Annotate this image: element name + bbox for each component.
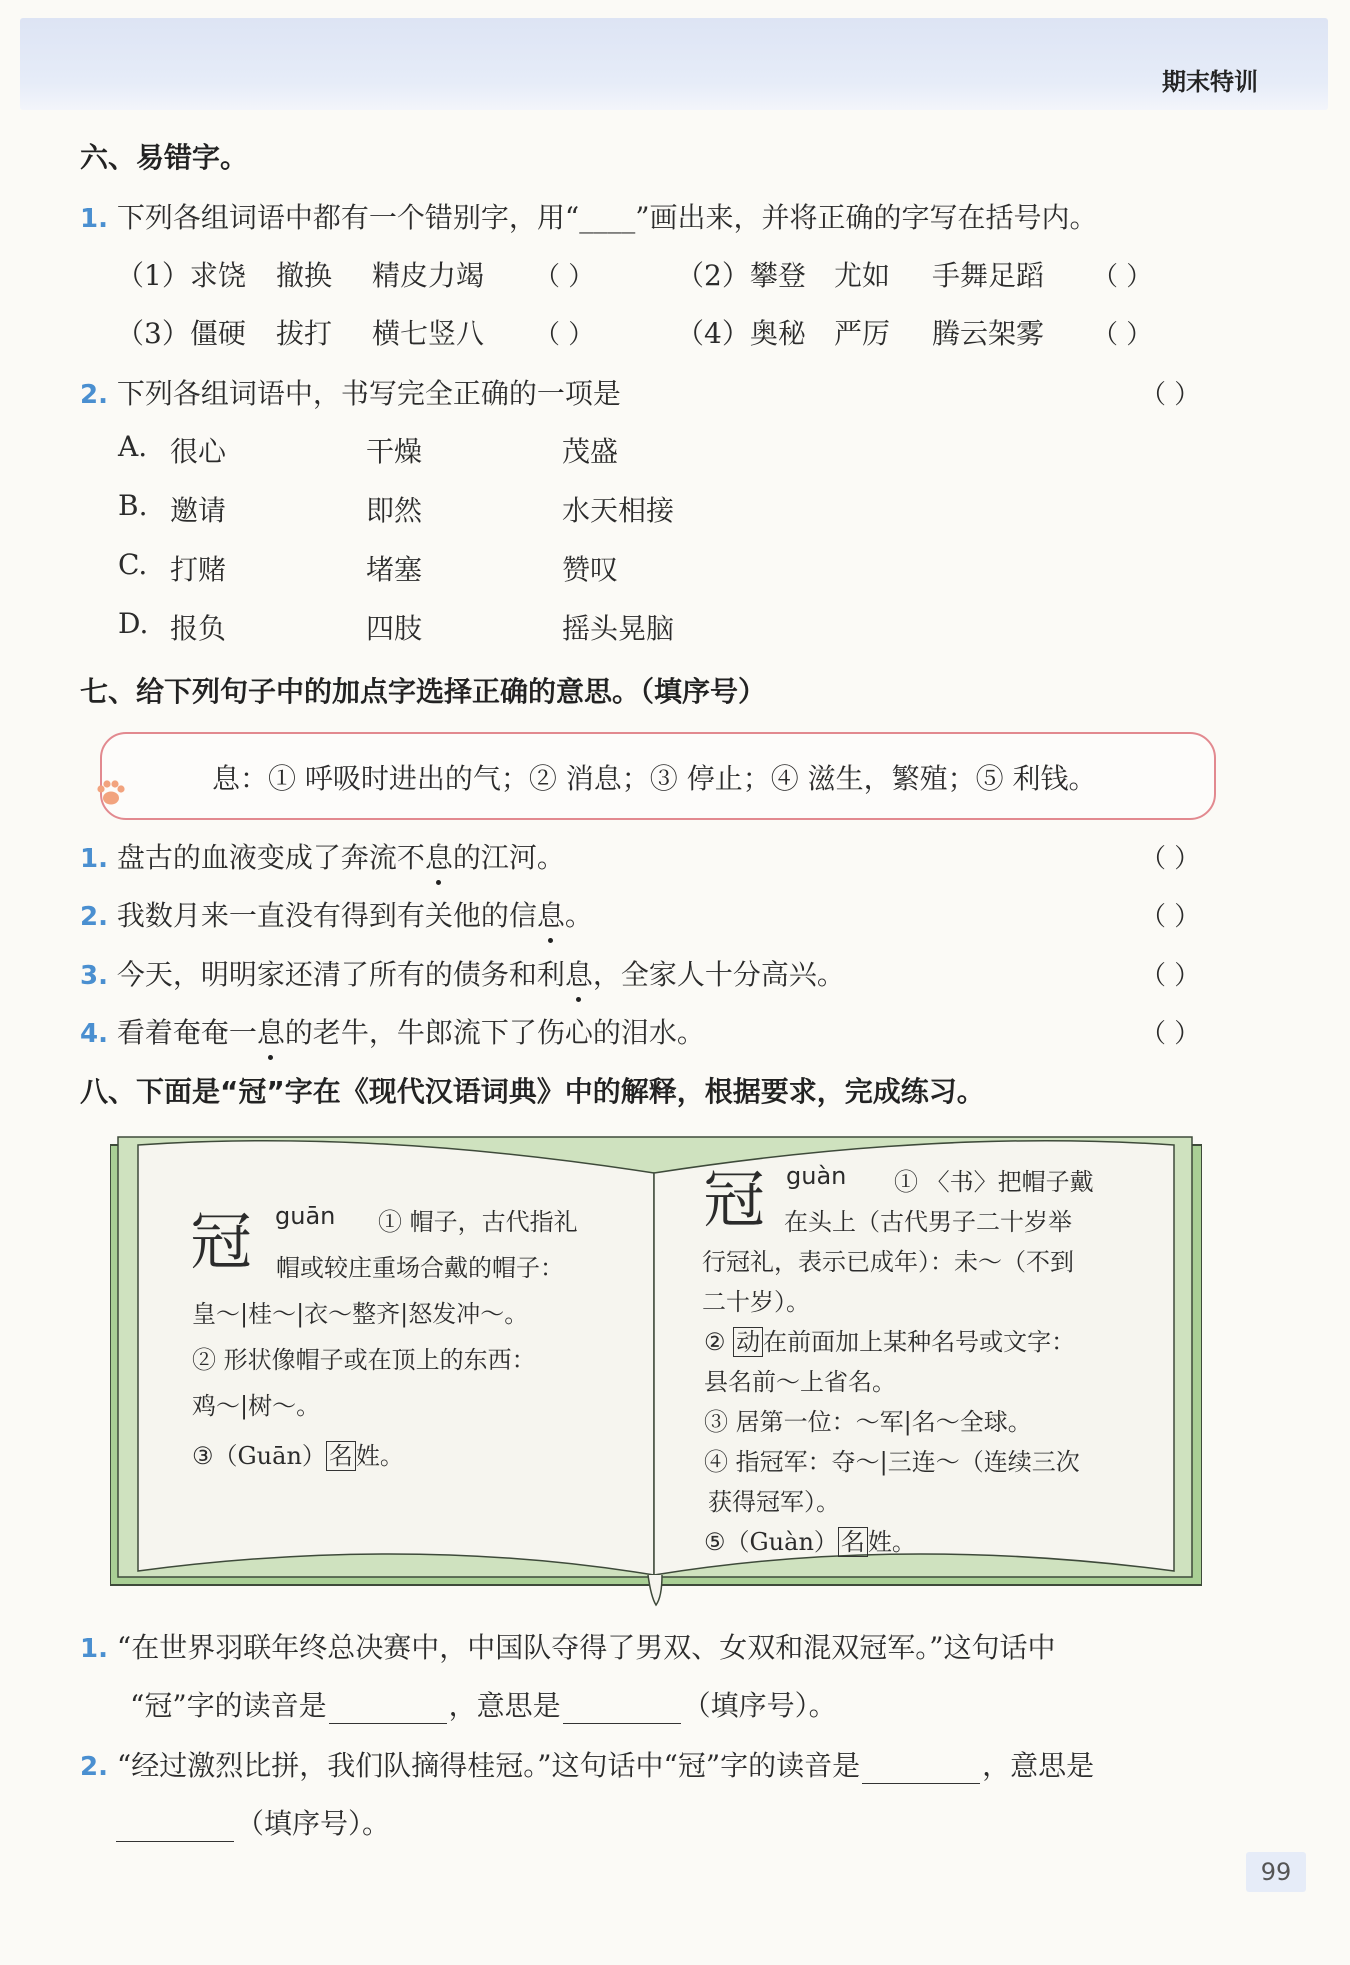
word: 腾云架雾	[932, 317, 1045, 350]
word: 很心	[170, 435, 227, 468]
group-3	[116, 312, 246, 352]
sentence-text: 看着奄奄一	[116, 1016, 257, 1049]
question-number: 1.	[80, 844, 108, 874]
sec8-q2-line2	[114, 1802, 390, 1842]
section-6-title: 六、易错字。	[80, 141, 249, 174]
dotted-char: 息	[565, 953, 593, 993]
sentence-text: 的老牛，牛郎流下了伤心的泪水。	[284, 1016, 705, 1049]
dict-definition: ① 〈书〉把帽子戴	[894, 1168, 1094, 1196]
word: 精皮力竭	[372, 259, 485, 292]
word: 横七竖八	[372, 317, 485, 350]
question-text: （填序号）。	[236, 1807, 391, 1840]
dict-definition: ④ 指冠军：夺～|三连～（连续三次	[704, 1448, 1080, 1476]
dict-text: ②	[704, 1328, 726, 1356]
word: 堵塞	[366, 553, 423, 586]
dotted-char: 息	[425, 836, 453, 876]
word: 即然	[366, 494, 423, 527]
sentence-text: 今天，明明家还清了所有的债务和利	[116, 958, 565, 991]
group-label: （3）	[116, 317, 190, 350]
question-number: 1.	[80, 204, 108, 234]
dict-text: ③（Guān）	[192, 1442, 326, 1470]
sec7-sentence-3	[80, 953, 845, 993]
question-text: 下列各组词语中，书写完全正确的一项是	[116, 377, 621, 410]
dict-definition: ② 形状像帽子或在顶上的东西：	[192, 1346, 536, 1374]
answer-parentheses[interactable]: （ ）	[534, 320, 595, 350]
answer-blank[interactable]	[116, 1811, 234, 1842]
sec7-sentence-4	[80, 1011, 705, 1051]
word: 干燥	[366, 435, 423, 468]
dict-definition: 二十岁）。	[702, 1288, 810, 1316]
dict-definition: 获得冠军）。	[708, 1488, 840, 1516]
sec6-q1	[80, 196, 1098, 236]
word: 赞叹	[562, 553, 619, 586]
group-4	[676, 312, 806, 352]
dict-definition: 在头上（古代男子二十岁举	[784, 1208, 1072, 1236]
question-text: 下列各组词语中都有一个错别字，用“____”画出来，并将正确的字写在括号内。	[116, 201, 1098, 234]
pos-tag: 名	[326, 1441, 356, 1471]
dict-text: ⑤（Guàn）	[704, 1528, 838, 1556]
sentence-text: 的江河。	[452, 841, 565, 874]
dotted-char: 息	[537, 894, 565, 934]
word: 尤如	[834, 259, 891, 292]
option-label: A.	[118, 430, 148, 463]
dict-headword: 冠	[190, 1205, 253, 1278]
dict-definition: 鸡～|树～。	[192, 1392, 321, 1420]
word: 求饶	[189, 259, 246, 292]
question-text: “经过激烈比拼，我们队摘得桂冠。”这句话中“冠”字的读音是	[116, 1749, 861, 1782]
question-text: ，意思是	[982, 1749, 1095, 1782]
header-title: 期末特训	[1162, 68, 1258, 96]
word: 摇头晃脑	[562, 612, 675, 645]
question-number: 2.	[80, 380, 108, 410]
section-8-title: 八、下面是“冠”字在《现代汉语词典》中的解释，根据要求，完成练习。	[80, 1075, 985, 1108]
sec8-q1-line2	[130, 1684, 837, 1724]
sec7-sentence-2	[80, 894, 593, 934]
question-number: 2.	[80, 902, 108, 932]
sec7-sentence-1	[80, 836, 565, 876]
dict-definition	[704, 1522, 916, 1557]
word: 僵硬	[189, 317, 246, 350]
answer-parentheses[interactable]: （ ）	[1092, 262, 1153, 292]
answer-parentheses[interactable]: （ ）	[1140, 961, 1201, 991]
answer-parentheses[interactable]: （ ）	[534, 262, 595, 292]
word: 攀登	[749, 259, 806, 292]
dict-definition	[192, 1436, 404, 1471]
word: 邀请	[170, 494, 227, 527]
word: 奥秘	[749, 317, 806, 350]
meanings-text: 息：① 呼吸时进出的气；② 消息；③ 停止；④ 滋生，繁殖；⑤ 利钱。	[212, 762, 1097, 795]
answer-parentheses[interactable]: （ ）	[1140, 844, 1201, 874]
sentence-text: 我数月来一直没有得到有关他的信	[116, 899, 537, 932]
answer-parentheses[interactable]: （ ）	[1092, 320, 1153, 350]
word: 严厉	[834, 317, 891, 350]
word: 茂盛	[562, 435, 619, 468]
word: 拔打	[276, 317, 333, 350]
question-number: 1.	[80, 1634, 108, 1664]
sentence-text: ，全家人十分高兴。	[592, 958, 845, 991]
pos-tag: 动	[733, 1327, 763, 1357]
word: 四肢	[366, 612, 423, 645]
section-7-title: 七、给下列句子中的加点字选择正确的意思。（填序号）	[80, 675, 767, 708]
question-text: “冠”字的读音是	[130, 1689, 327, 1722]
option-label: C.	[118, 548, 148, 581]
answer-parentheses[interactable]: （ ）	[1140, 902, 1201, 932]
question-number: 4.	[80, 1019, 108, 1049]
dict-pinyin: guàn	[786, 1162, 847, 1190]
dict-definition: ③ 居第一位：～军|名～全球。	[704, 1408, 1032, 1436]
sentence-text: 。	[564, 899, 593, 932]
page-number: 99	[1246, 1852, 1306, 1892]
dict-pinyin: guān	[275, 1202, 336, 1230]
answer-blank[interactable]	[563, 1693, 681, 1724]
header-band	[20, 18, 1328, 110]
paw-icon	[94, 778, 128, 808]
option-label: B.	[118, 489, 148, 522]
group-label: （2）	[676, 259, 750, 292]
dict-definition: 县名前～上省名。	[704, 1368, 896, 1396]
dict-definition: 帽或较庄重场合戴的帽子：	[276, 1254, 564, 1282]
sentence-text: 盘古的血液变成了奔流不	[116, 841, 425, 874]
answer-blank[interactable]	[862, 1753, 980, 1784]
dict-definition	[704, 1322, 1075, 1357]
pos-tag: 名	[838, 1527, 868, 1557]
dict-text: 姓。	[355, 1442, 404, 1470]
question-text: ，意思是	[448, 1689, 561, 1722]
word: 报负	[170, 612, 227, 645]
sec8-q1-line1	[80, 1626, 1056, 1666]
answer-blank[interactable]	[329, 1693, 447, 1724]
question-text: “在世界羽联年终总决赛中，中国队夺得了男双、女双和混双冠军。”这句话中	[116, 1631, 1056, 1664]
dict-definition: 皇～|桂～|衣～整齐|怒发冲～。	[192, 1300, 529, 1328]
option-label: D.	[118, 607, 149, 640]
question-text: （填序号）。	[682, 1689, 837, 1722]
answer-parentheses[interactable]: （ ）	[1140, 380, 1201, 410]
dict-text: 在前面加上某种名号或文字：	[763, 1328, 1076, 1356]
word: 打赌	[170, 553, 227, 586]
group-1	[116, 254, 246, 294]
answer-parentheses[interactable]: （ ）	[1140, 1019, 1201, 1049]
question-number: 3.	[80, 961, 108, 991]
sec8-q2-line1	[80, 1744, 1094, 1784]
word: 撤换	[276, 259, 333, 292]
group-label: （1）	[116, 259, 190, 292]
sec6-q2	[80, 372, 621, 412]
dotted-char: 息	[257, 1011, 285, 1051]
word: 手舞足蹈	[932, 259, 1045, 292]
group-2	[676, 254, 806, 294]
word: 水天相接	[562, 494, 675, 527]
group-label: （4）	[676, 317, 750, 350]
dict-headword: 冠	[703, 1163, 766, 1236]
dict-text: 姓。	[867, 1528, 916, 1556]
dict-definition: ① 帽子，古代指礼	[378, 1208, 578, 1236]
dict-definition: 行冠礼，表示已成年）：未～（不到	[702, 1248, 1074, 1276]
question-number: 2.	[80, 1752, 108, 1782]
